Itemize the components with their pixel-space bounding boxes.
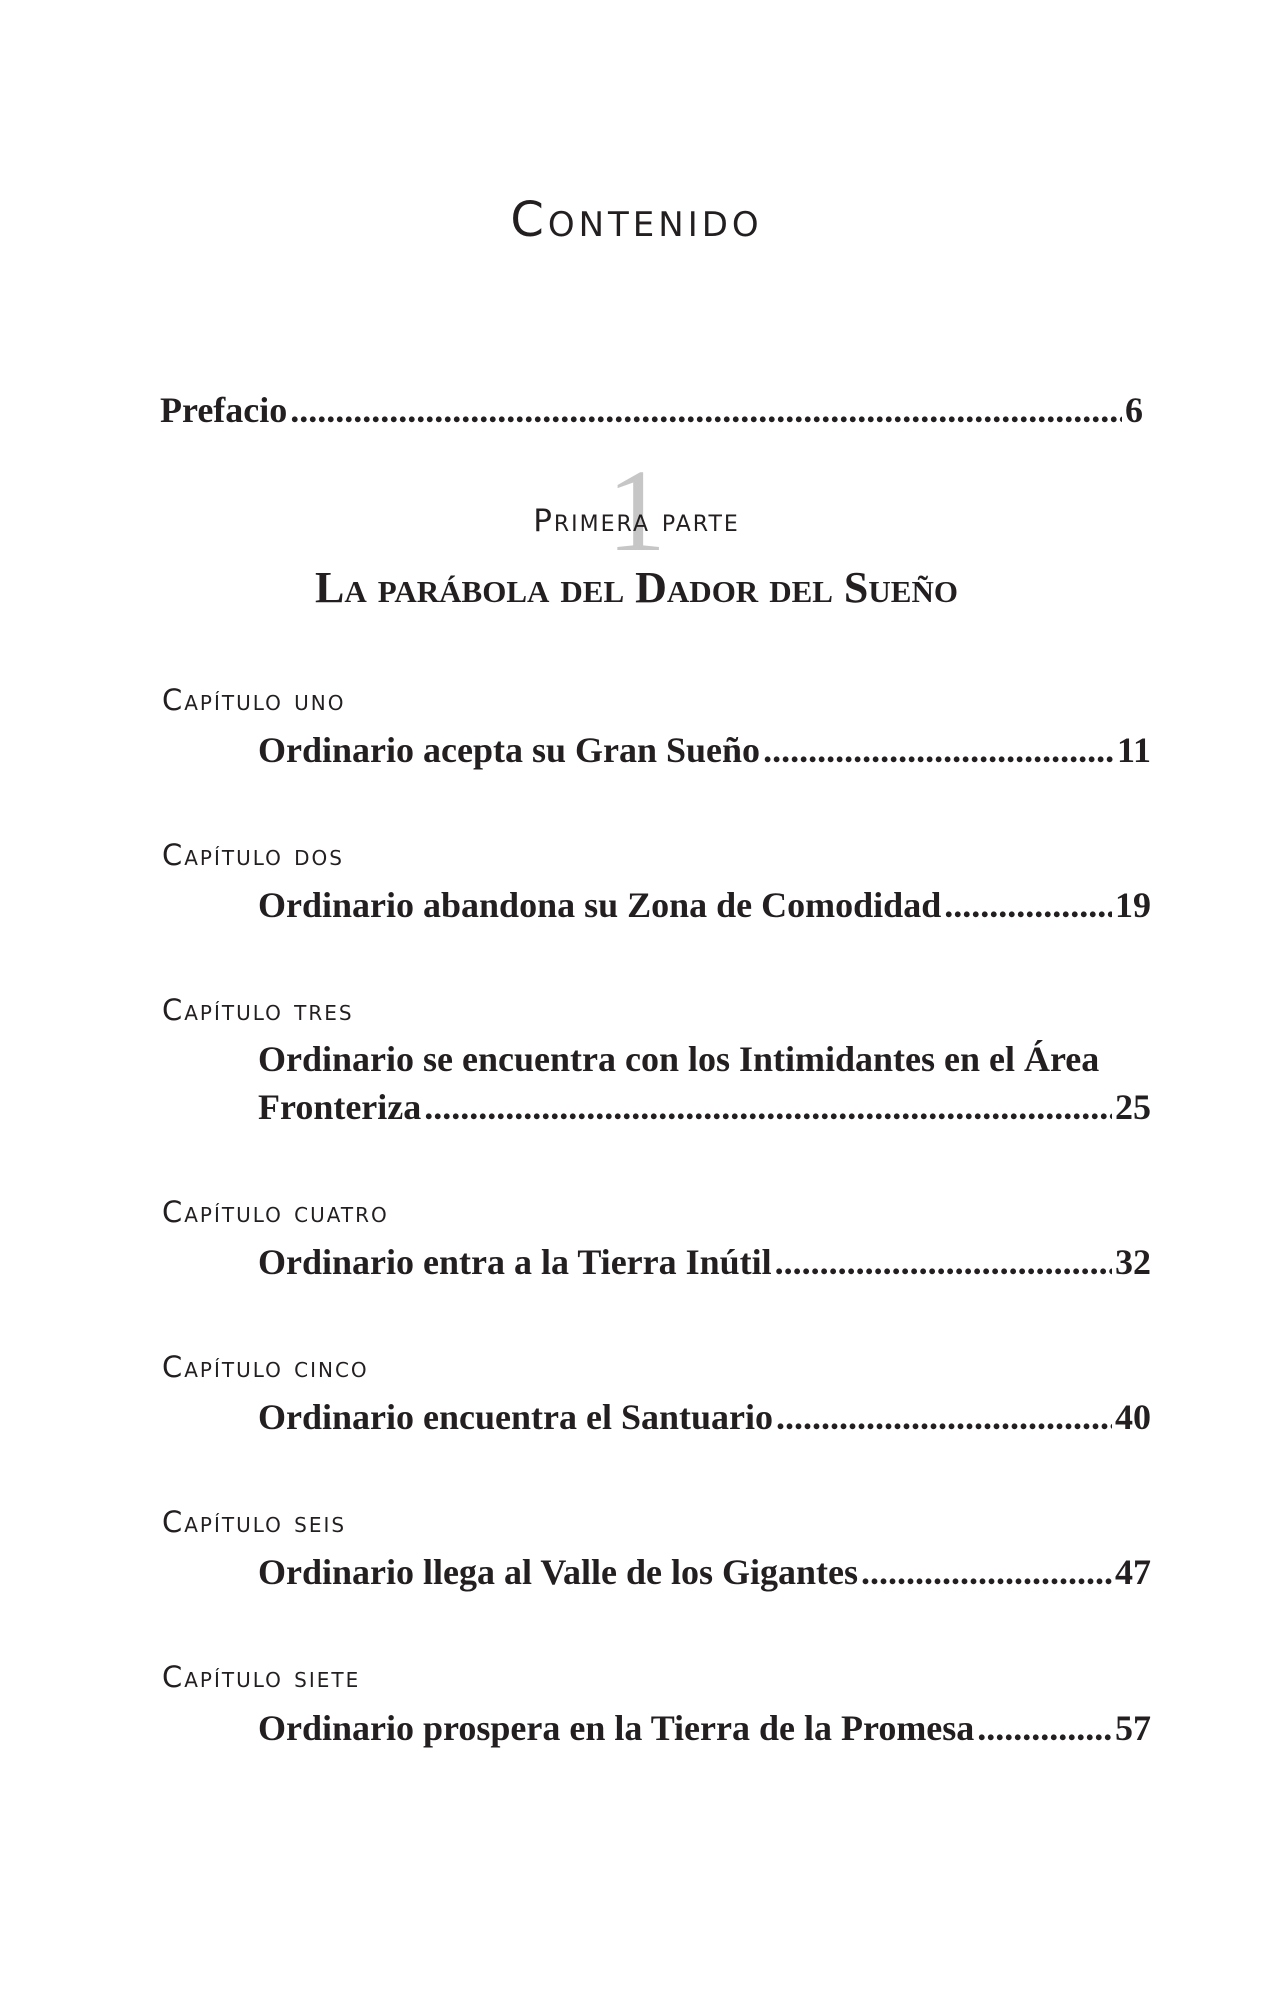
chapter-label: Capítulo uno bbox=[162, 683, 346, 717]
toc-entry-title: Ordinario prospera en la Tierra de la Promesa bbox=[258, 1708, 975, 1748]
page-title: Contenido bbox=[510, 192, 763, 248]
toc-page-number: 19 bbox=[1115, 885, 1151, 925]
part-title: La parábola del Dador del Sueño bbox=[315, 563, 958, 612]
part-label: Primera parte bbox=[533, 503, 740, 539]
toc-entry-title: Ordinario encuentra el Santuario bbox=[258, 1397, 773, 1437]
part-number: 1 bbox=[607, 445, 666, 576]
toc-page-number: 11 bbox=[1116, 730, 1151, 770]
toc-entry-label: Prefacio bbox=[160, 390, 288, 430]
toc-page-number: 6 bbox=[1125, 390, 1143, 430]
toc-entry-chapter[interactable] bbox=[258, 1710, 1151, 1746]
chapter-label: Capítulo dos bbox=[162, 838, 344, 872]
toc-entry-title: Ordinario acepta su Gran Sueño bbox=[258, 730, 761, 770]
chapter-label: Capítulo seis bbox=[162, 1505, 347, 1539]
toc-entry-title: Fronteriza bbox=[258, 1087, 422, 1127]
dot-leader bbox=[977, 1710, 1112, 1746]
dot-leader bbox=[944, 887, 1112, 923]
toc-entry-chapter[interactable] bbox=[258, 1399, 1151, 1435]
dot-leader bbox=[424, 1089, 1112, 1125]
dot-leader bbox=[775, 1244, 1112, 1280]
toc-entry-chapter[interactable] bbox=[258, 1089, 1151, 1125]
dot-leader bbox=[290, 392, 1122, 428]
chapter-label: Capítulo siete bbox=[162, 1660, 361, 1694]
toc-page-number: 32 bbox=[1115, 1242, 1151, 1282]
toc-entry-chapter[interactable] bbox=[258, 1244, 1151, 1280]
chapter-label: Capítulo tres bbox=[162, 993, 354, 1027]
dot-leader bbox=[776, 1399, 1112, 1435]
dot-leader bbox=[861, 1554, 1112, 1590]
chapter-label: Capítulo cinco bbox=[162, 1350, 369, 1384]
toc-entry-title: Ordinario entra a la Tierra Inútil bbox=[258, 1242, 772, 1282]
toc-entry-chapter[interactable] bbox=[258, 887, 1151, 923]
toc-entry-title: Ordinario llega al Valle de los Gigantes bbox=[258, 1552, 859, 1592]
toc-entry-chapter[interactable] bbox=[258, 1554, 1151, 1590]
toc-entry-chapter[interactable] bbox=[258, 732, 1151, 768]
chapter-label: Capítulo cuatro bbox=[162, 1195, 389, 1229]
toc-page-number: 25 bbox=[1115, 1087, 1151, 1127]
toc-page-number: 47 bbox=[1115, 1552, 1151, 1592]
toc-entry-title-line[interactable]: Ordinario se encuentra con los Intimidantes en el Área bbox=[258, 1039, 1100, 1079]
dot-leader bbox=[763, 732, 1114, 768]
toc-entry-preface[interactable] bbox=[160, 392, 1143, 428]
toc-entry-title: Ordinario abandona su Zona de Comodidad bbox=[258, 885, 942, 925]
toc-page-number: 40 bbox=[1115, 1397, 1151, 1437]
toc-page-number: 57 bbox=[1115, 1708, 1151, 1748]
